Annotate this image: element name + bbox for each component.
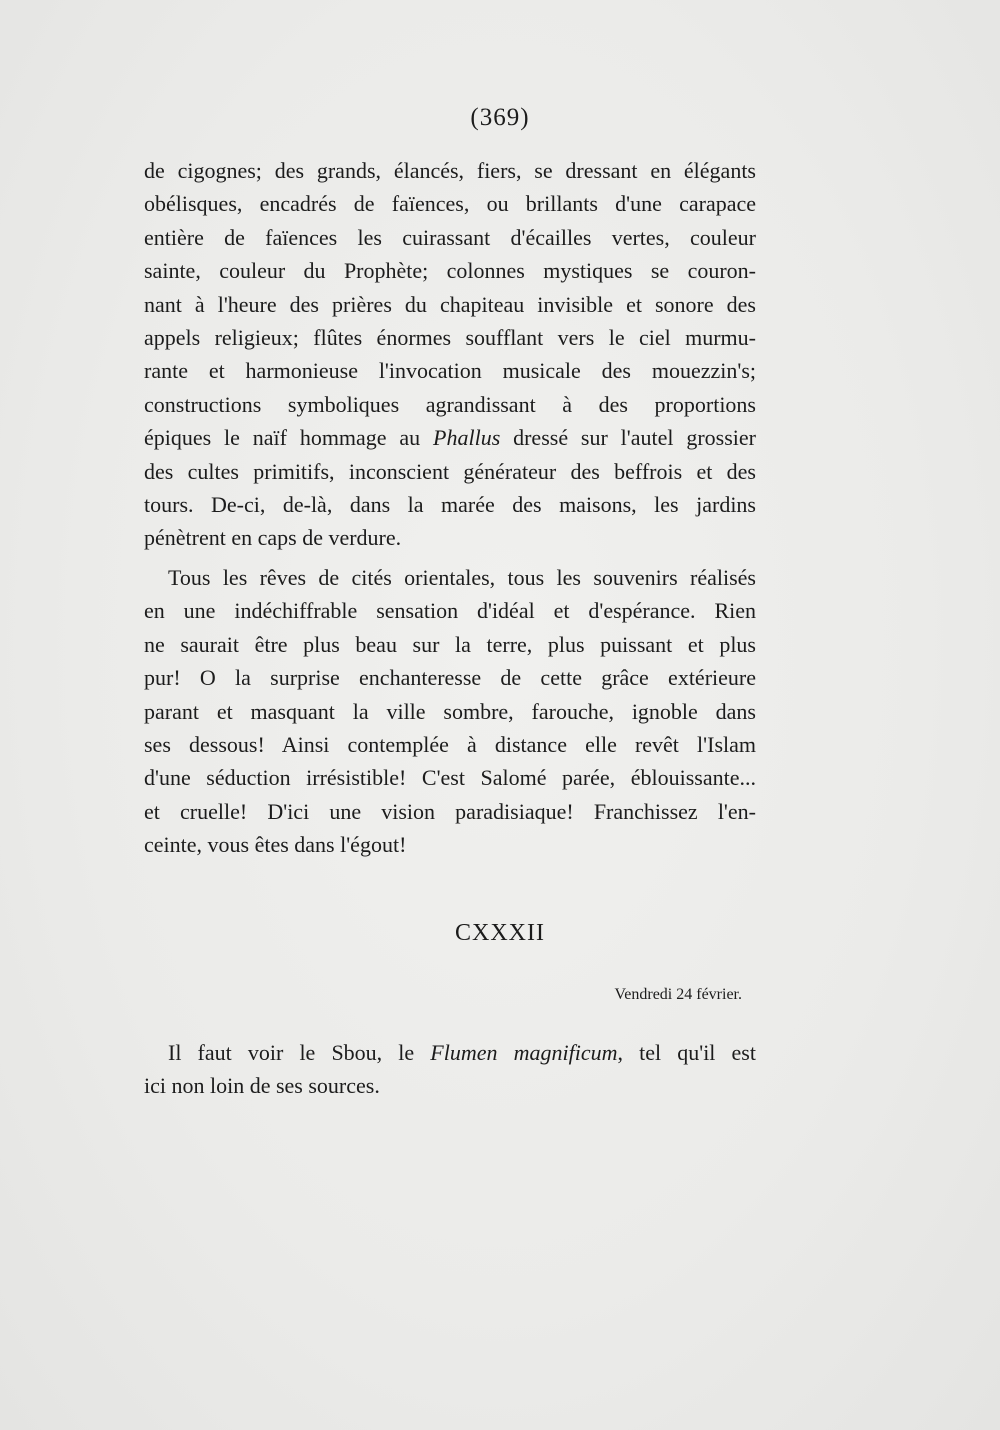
text-line: pur! O la surprise enchanteresse de cette grâce extérieure [144,665,756,691]
text-line: des cultes primitifs, inconscient générateur des beffrois et des [144,458,756,484]
italic-term: Phallus [433,425,501,451]
text-segment: épiques le naïf hommage au [144,425,434,451]
dateline: Vendredi 24 février. [614,986,742,1003]
italic-term: Flumen magnificum [430,1040,618,1065]
text-line: ceinte, vous êtes dans l'égout! [144,832,407,858]
paragraph-2 [144,561,756,862]
text-line: pénètrent en caps de verdure. [144,525,402,551]
text-line: constructions symboliques agrandissant à des proportions [144,391,756,417]
text-line: Tous les rêves de cités orientales, tous les souvenirs réalisés [168,565,756,590]
text-line: nant à l'heure des prières du chapiteau invisible et sonore des [144,291,756,317]
text-line: obélisques, encadrés de faïences, ou brillants d'une carapace [144,191,756,217]
text-line: entière de faïences les cuirassant d'écailles vertes, couleur [144,224,756,250]
text-line: tours. De-ci, de-là, dans la marée des maisons, les jardins [144,492,756,518]
text-segment: Il faut voir le Sbou, le [168,1040,431,1065]
text-line: rante et harmonieuse l'invocation musicale des mouezzin's; [144,358,756,384]
text-line [144,421,756,454]
text-line: sainte, couleur du Prophète; colonnes mystiques se couron- [144,258,756,284]
text-line: ne saurait être plus beau sur la terre, plus puissant et plus [144,631,756,657]
text-line: de cigognes; des grands, élancés, fiers, se dressant en élégants [144,158,756,183]
text-line: parant et masquant la ville sombre, farouche, ignoble dans [144,698,756,724]
text-segment: , tel qu'il est [617,1040,756,1065]
text-segment: dressé sur l'autel grossier [500,425,756,451]
text-line: en une indéchiffrable sensation d'idéal et d'espérance. Rien [144,598,756,624]
text-line: appels religieux; flûtes énormes soufflant vers le ciel murmu- [144,325,756,351]
text-line [144,1036,756,1069]
paragraph-3 [144,1036,756,1103]
section-heading: CXXXII [455,920,545,946]
text-line: ici non loin de ses sources. [144,1073,380,1099]
page-number: (369) [470,104,530,131]
text-line: ses dessous! Ainsi contemplée à distance elle revêt l'Islam [144,732,756,758]
text-line: et cruelle! D'ici une vision paradisiaque! Franchissez l'en- [144,798,756,824]
text-line: d'une séduction irrésistible! C'est Salomé parée, éblouissante... [144,765,756,791]
paragraph-1 [144,154,756,555]
